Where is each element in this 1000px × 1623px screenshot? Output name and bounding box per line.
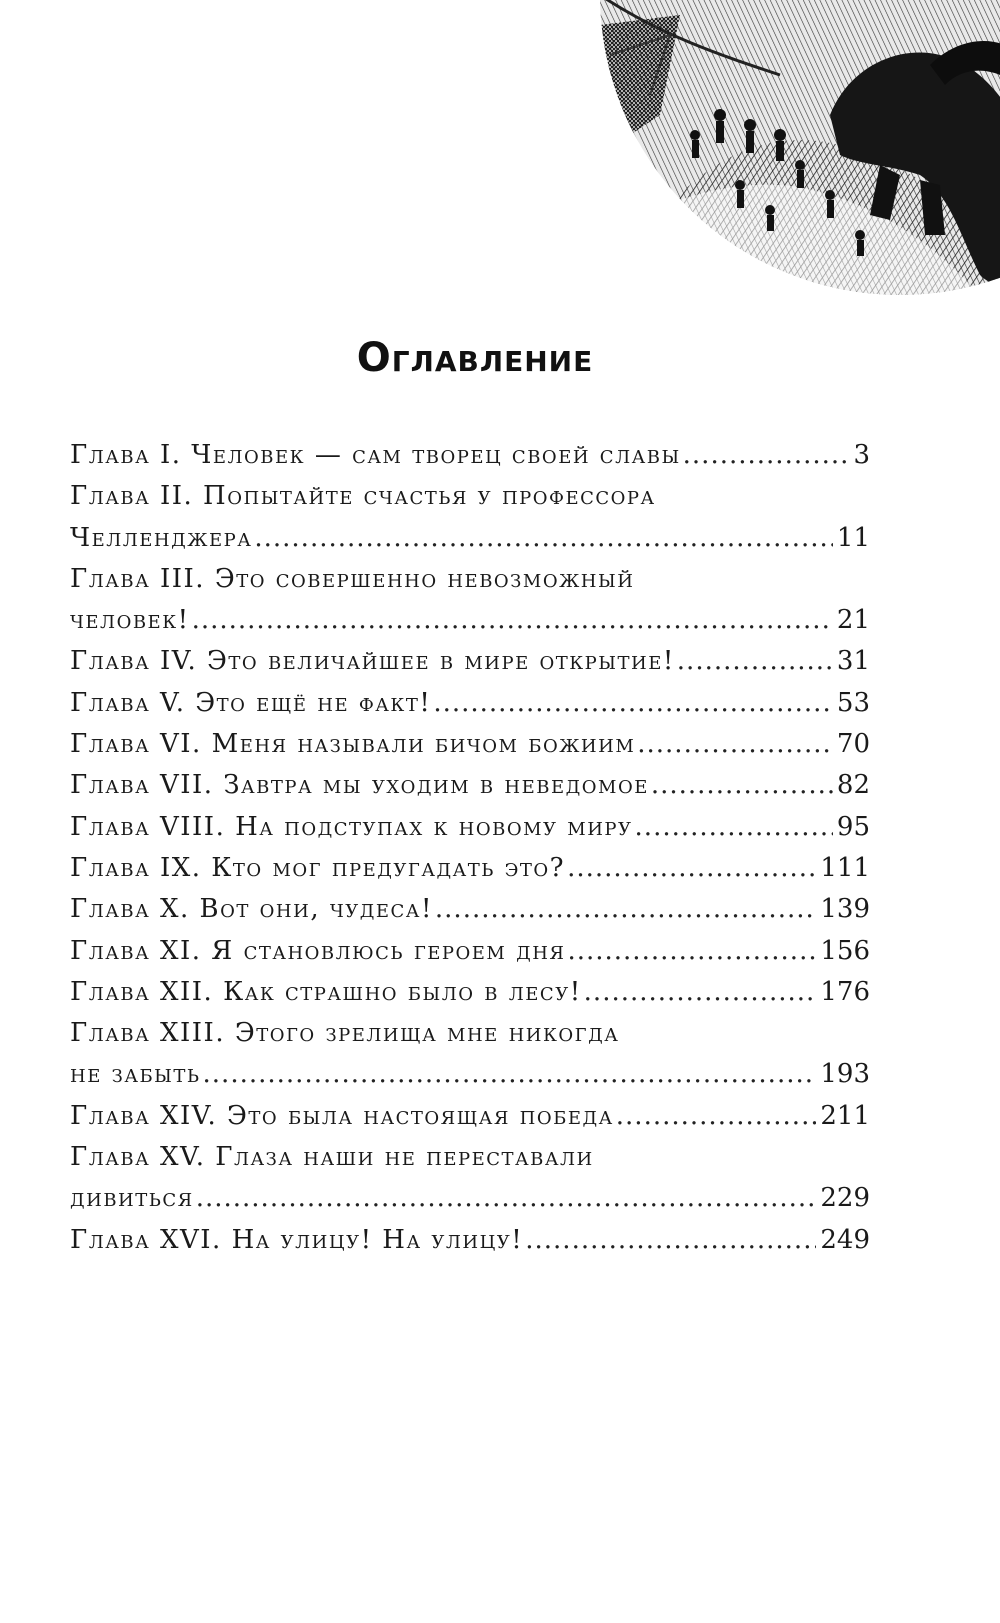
dot-leader — [677, 641, 833, 682]
toc-entry-title: Глава XII. Как страшно было в лесу! — [70, 976, 582, 1007]
page-title: Оглавление — [356, 335, 594, 381]
toc-entry-title: Глава V. Это ещё не факт! — [70, 687, 432, 718]
toc-entry-title: Глава I. Человек — сам творец своей славы — [70, 440, 681, 470]
toc-entry-title: Глава XI. Я становлюсь героем дня — [70, 935, 566, 966]
toc-entry — [70, 559, 870, 600]
toc-entry — [70, 1096, 870, 1137]
chapter-illustration — [600, 0, 1000, 295]
toc-entry-title: Глава XVI. На улицу! На улицу! — [70, 1224, 524, 1255]
toc-entry — [70, 889, 870, 930]
toc-page-number: 95 — [836, 811, 870, 842]
toc-entry-title: Глава X. Вот они, чудеса! — [70, 894, 433, 925]
toc-entry-title: Глава VIII. На подступах к новому миру — [70, 811, 633, 842]
toc-page-number: 21 — [836, 605, 870, 636]
toc-page-number: 139 — [820, 894, 870, 925]
toc-page-number: 11 — [836, 522, 870, 553]
dot-leader — [192, 600, 833, 641]
dot-leader — [254, 518, 833, 559]
toc-entry — [70, 724, 870, 765]
toc-entry-title: Глава VI. Меня называли бичом божиим — [70, 729, 636, 760]
toc-page-number: 31 — [836, 646, 870, 677]
toc-entry-title: Глава VII. Завтра мы уходим в неведомое — [70, 770, 649, 801]
dot-leader — [567, 848, 816, 889]
table-of-contents — [70, 435, 870, 1261]
toc-entry-title: дивиться — [70, 1183, 194, 1214]
toc-page-number: 211 — [820, 1100, 870, 1131]
toc-entry — [70, 600, 870, 641]
toc-page-number: 82 — [836, 770, 870, 801]
toc-entry-title: Глава III. Это совершенно невозможный — [70, 563, 635, 594]
toc-entry — [70, 848, 870, 889]
toc-entry — [70, 476, 870, 517]
dot-leader — [567, 931, 816, 972]
dot-leader — [651, 765, 833, 806]
toc-page-number: 70 — [836, 729, 870, 760]
dot-leader — [196, 1178, 817, 1219]
toc-page-number: 156 — [820, 935, 870, 966]
dot-leader — [584, 972, 817, 1013]
toc-entry — [70, 765, 870, 806]
toc-entry — [70, 1220, 870, 1261]
toc-entry — [70, 1137, 870, 1178]
toc-entry-title: Глава II. Попытайте счастья у профессора — [70, 481, 656, 512]
toc-page-number: 53 — [836, 687, 870, 718]
toc-page-number: 176 — [820, 976, 870, 1007]
toc-entry — [70, 435, 870, 476]
toc-entry-title: Глава XV. Глаза наши не переставали — [70, 1142, 594, 1173]
toc-page-number: 249 — [820, 1224, 870, 1255]
toc-page-number: 111 — [820, 852, 870, 883]
toc-entry — [70, 641, 870, 682]
dot-leader — [525, 1220, 816, 1261]
dot-leader — [616, 1096, 817, 1137]
toc-entry — [70, 1013, 870, 1054]
toc-entry-title: не забыть — [70, 1059, 201, 1090]
toc-entry — [70, 972, 870, 1013]
toc-entry-title: человек! — [70, 605, 190, 636]
toc-entry — [70, 807, 870, 848]
dot-leader — [635, 807, 833, 848]
dot-leader — [433, 683, 833, 724]
toc-page-number: 3 — [853, 440, 870, 470]
toc-entry — [70, 1054, 870, 1095]
dinosaur-engraving-icon — [600, 0, 1000, 295]
toc-page-number: 193 — [820, 1059, 870, 1090]
toc-entry-title: Челленджера — [70, 522, 253, 553]
dot-leader — [203, 1054, 817, 1095]
toc-entry-title: Глава IX. Кто мог предугадать это? — [70, 852, 566, 883]
toc-entry-title: Глава IV. Это величайшее в мире открытие! — [70, 646, 675, 677]
toc-entry-title: Глава XIV. Это была настоящая победа — [70, 1100, 614, 1131]
toc-entry — [70, 683, 870, 724]
toc-entry-title: Глава XIII. Этого зрелища мне никогда — [70, 1018, 620, 1049]
toc-page-number: 229 — [820, 1183, 870, 1214]
toc-entry — [70, 518, 870, 559]
dot-leader — [435, 889, 816, 930]
toc-entry — [70, 931, 870, 972]
toc-entry — [70, 1178, 870, 1219]
dot-leader — [637, 724, 833, 765]
dot-leader — [683, 435, 850, 476]
